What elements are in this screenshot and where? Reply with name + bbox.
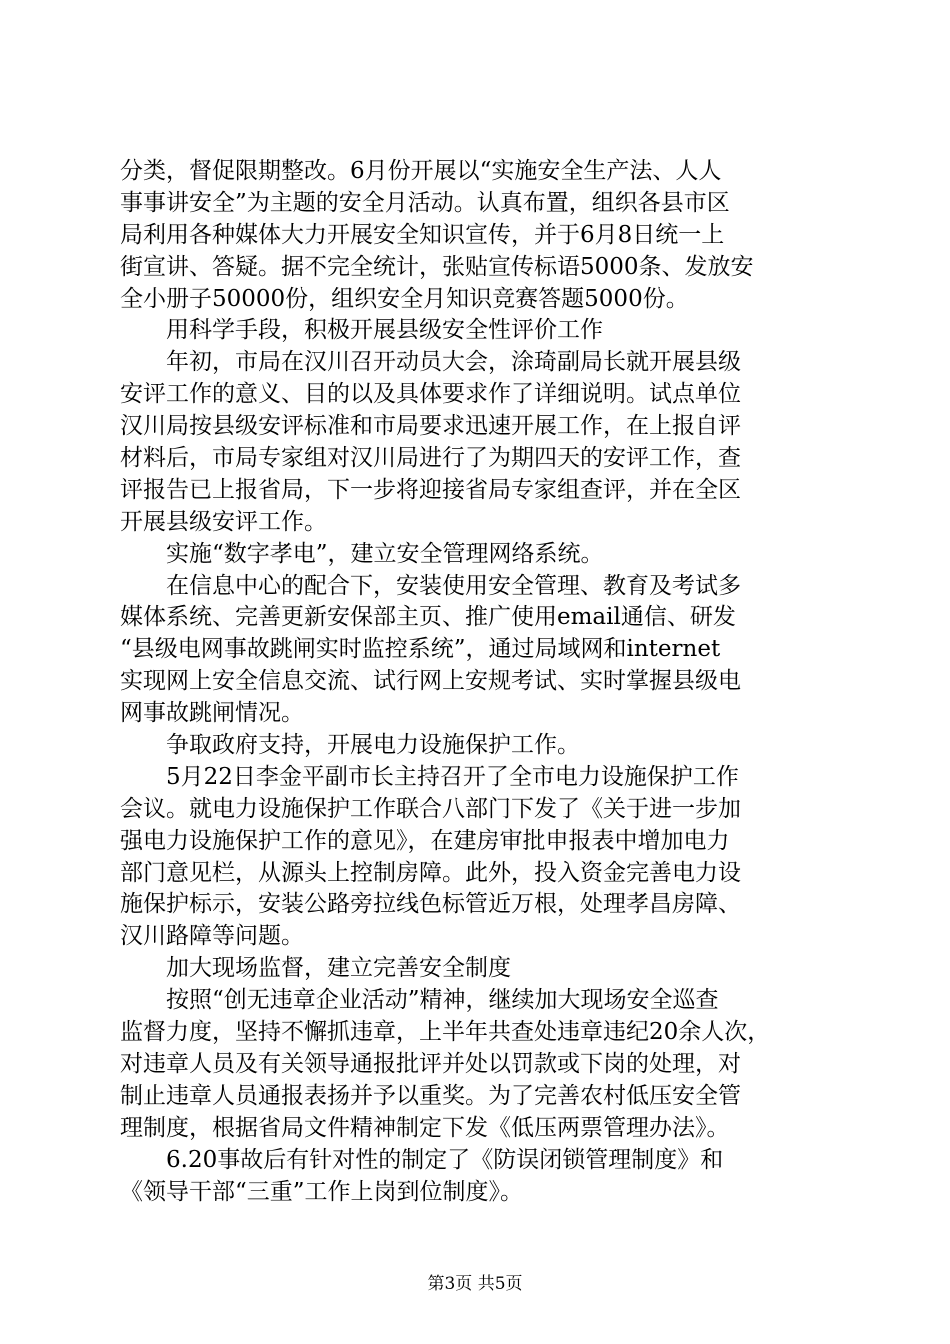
text-line: 施保护标示，安装公路旁拉线色标管近万根，处理孝昌房障、 (120, 891, 741, 918)
text-line: 网事故跳闸情况。 (120, 700, 304, 727)
text-line: 街宣讲、答疑。据不完全统计，张贴宣传标语5000条、发放安 (120, 253, 754, 280)
section-heading: 用科学手段，积极开展县级安全性评价工作 (120, 317, 603, 344)
text-line: 汉川局按县级安评标准和市局要求迅速开展工作，在上报自评 (120, 413, 741, 440)
section-heading: 实施“数字孝电”，建立安全管理网络系统。 (120, 540, 604, 567)
text-line: “县级电网事故跳闸实时监控系统”，通过局域网和internet (120, 636, 721, 663)
text-line: 年初，市局在汉川召开动员大会，涂琦副局长就开展县级 (120, 349, 741, 376)
text-line: 6.20事故后有针对性的制定了《防误闭锁管理制度》和 (120, 1146, 724, 1173)
section-heading: 加大现场监督，建立完善安全制度 (120, 955, 511, 982)
text-line: 5月22日李金平副市长主持召开了全市电力设施保护工作 (120, 763, 739, 790)
text-line: 开展县级安评工作。 (120, 508, 327, 535)
text-line: 汉川路障等问题。 (120, 923, 304, 950)
text-line: 理制度，根据省局文件精神制定下发《低压两票管理办法》。 (120, 1114, 730, 1141)
text-line: 评报告已上报省局，下一步将迎接省局专家组查评，并在全区 (120, 476, 741, 503)
text-line: 在信息中心的配合下，安装使用安全管理、教育及考试多 (120, 572, 741, 599)
text-line: 媒体系统、完善更新安保部主页、推广使用email通信、研发 (120, 604, 736, 631)
text-line: 事事讲安全”为主题的安全月活动。认真布置，组织各县市区 (120, 189, 730, 216)
text-line: 分类，督促限期整改。6月份开展以“实施安全生产法、人人 (120, 158, 722, 184)
text-line: 全小册子50000份，组织安全月知识竞赛答题5000份。 (120, 285, 689, 312)
text-line: 局利用各种媒体大力开展安全知识宣传，并于6月8日统一上 (120, 221, 725, 248)
document-body (120, 156, 832, 1208)
text-line: 部门意见栏，从源头上控制房障。此外，投入资金完善电力设 (120, 859, 741, 886)
text-line: 强电力设施保护工作的意见》，在建房审批申报表中增加电力 (120, 827, 730, 854)
text-line: 监督力度，坚持不懈抓违章，上半年共查处违章违纪20余人次， (120, 1019, 771, 1046)
text-line: 按照“创无违章企业活动”精神，继续加大现场安全巡查 (120, 987, 719, 1014)
text-line: 材料后，市局专家组对汉川局进行了为期四天的安评工作，查 (120, 445, 741, 472)
text-line: 会议。就电力设施保护工作联合八部门下发了《关于进一步加 (120, 795, 741, 822)
text-line: 制止违章人员通报表扬并予以重奖。为了完善农村低压安全管 (120, 1082, 741, 1109)
text-line: 对违章人员及有关领导通报批评并处以罚款或下岗的处理，对 (120, 1050, 741, 1077)
page-number-footer: 第3页 共5页 (427, 1274, 523, 1294)
text-line: 实现网上安全信息交流、试行网上安规考试、实时掌握县级电 (120, 668, 741, 695)
text-line: 《领导干部“三重”工作上岗到位制度》。 (120, 1178, 524, 1205)
section-heading: 争取政府支持，开展电力设施保护工作。 (120, 732, 580, 759)
text-line: 安评工作的意义、目的以及具体要求作了详细说明。试点单位 (120, 381, 741, 408)
